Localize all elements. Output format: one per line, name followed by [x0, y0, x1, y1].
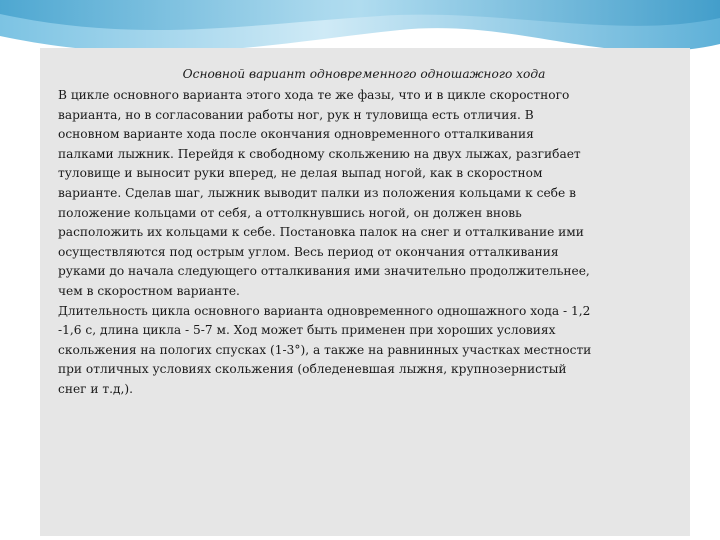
slide-body [58, 86, 686, 400]
paragraph-cycle-duration: Длительность цикла основного варианта одновременного одношажного хода - 1,2 -1,6 с, длина цикла - 5-7 м. Ход может быть применен при хороших условиях скольжения на пологих спусках (1-3°), а также на равнинных участках местности при отличных условиях скольжения (обледеневшая лыжня, крупнозернистый снег и т.д,). [58, 303, 592, 396]
slide-title: Основной вариант одновременного одношажного хода [182, 67, 546, 81]
paragraph-main-variant: В цикле основного варианта этого хода те же фазы, что и в цикле скоростного варианта, но в согласовании работы ног, рук н туловища есть отличия. В основном варианте хода после окончания одновременного отталкивания палками лыжник. Перейдя к свободному скольжению на двух лыжах, разгибает туловище и выносит руки вперед, не делая выпад ногой, как в скоростном варианте. Сделав шаг, лыжник выводит палки из положения кольцами к себе в положение кольцами от себя, а оттолкнувшись ногой, он должен вновь расположить их кольцами к себе. Постановка палок на снег и отталкивание ими осуществляются под острым углом. Весь период от окончания отталкивания руками до начала следующего отталкивания ими значительно продолжительнее, чем в скоростном варианте. [58, 88, 590, 298]
